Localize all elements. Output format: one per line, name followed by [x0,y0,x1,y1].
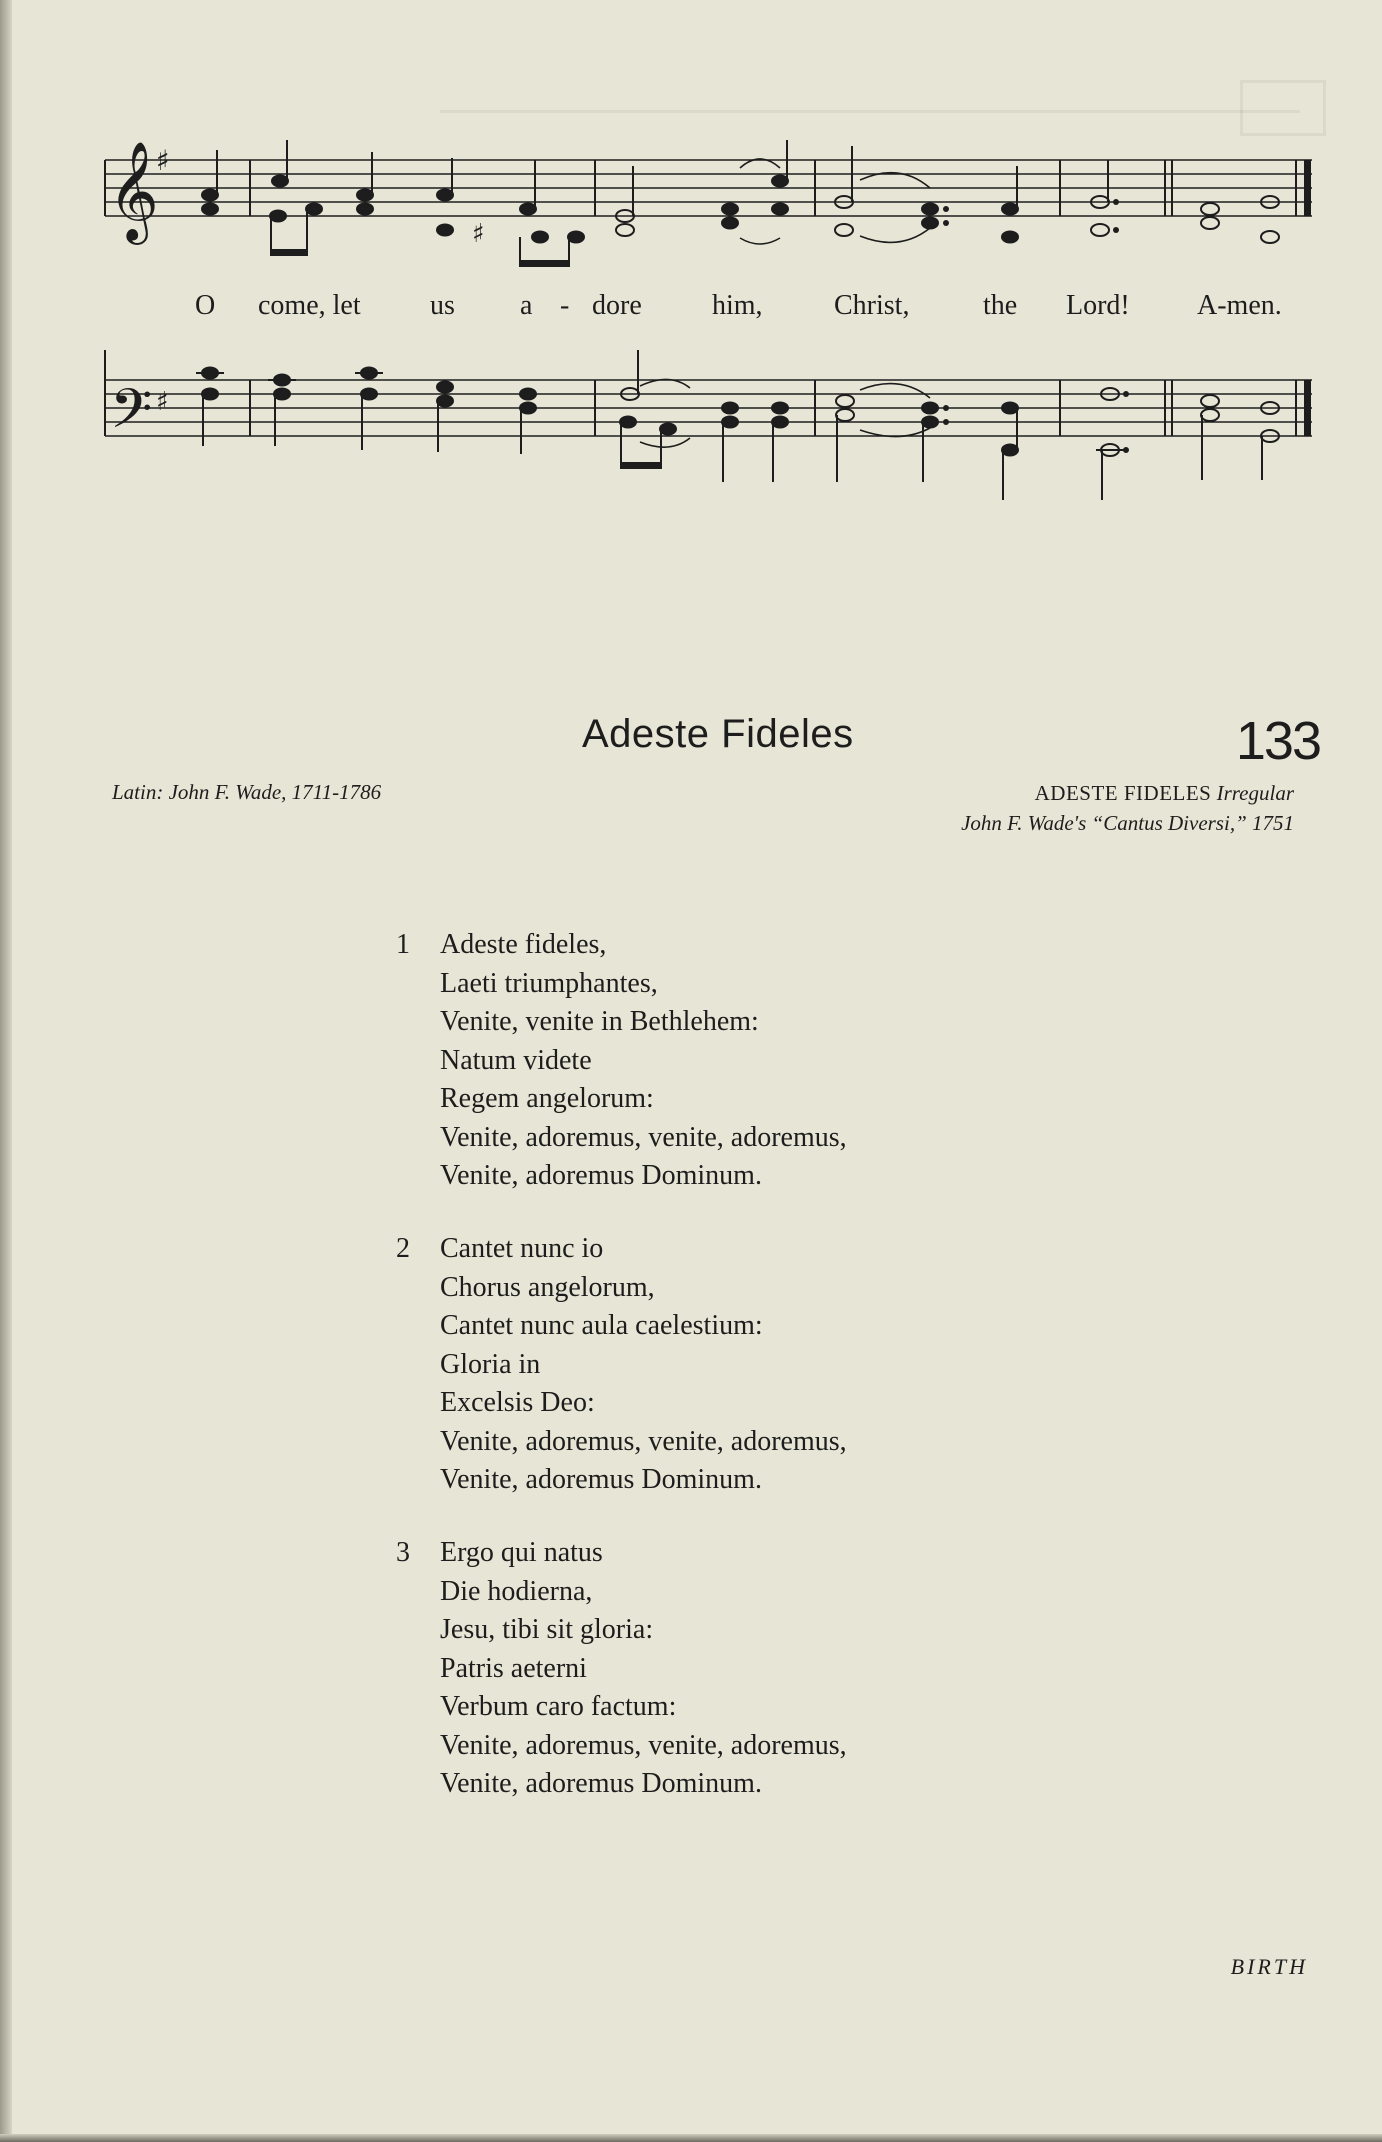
show-through-shadow [440,80,1300,113]
stanza-line: Patris aeterni [440,1652,587,1684]
stanza-line: Ergo qui natus [440,1537,603,1568]
lyric-syllable: O [195,290,216,321]
meter: Irregular [1216,781,1294,805]
treble-staff-system [100,110,1320,270]
stanza-line: Venite, adoremus, venite, adoremus, [440,1425,847,1457]
stanza-line: Verbum caro factum: [440,1691,677,1722]
hymn-title: Adeste Fideles [582,712,854,756]
lyric-syllable: come, let [258,290,361,321]
lyric-syllable: Lord! [1066,290,1130,321]
svg-text:♯: ♯ [156,387,169,417]
stanza [396,1230,847,1500]
stanza-line: Venite, adoremus, venite, adoremus, [440,1729,847,1761]
lyrics-line [100,290,1320,330]
stanza-line: Gloria in [440,1348,541,1380]
stanza-line: Excelsis Deo: [440,1387,595,1418]
stanza-line: Regem angelorum: [440,1083,654,1114]
book-binding-edge [0,0,12,2142]
page-bottom-edge [0,2134,1382,2142]
bass-staff-system [100,350,1320,520]
hymn-number: 133 [1235,711,1320,771]
tune-name: ADESTE FIDELES [1034,781,1212,805]
svg-text:𝄢: 𝄢 [110,377,153,454]
lyric-syllable: Christ, [834,290,910,321]
lyric-syllable: us [430,290,455,321]
svg-text:♯: ♯ [156,144,170,177]
lyric-syllable: him, [712,290,763,321]
stanza-number: 3 [396,1537,410,1568]
tune-credit [961,778,1294,838]
stanza [396,926,847,1196]
lyric-syllable: A-men. [1197,290,1282,321]
lyric-syllable: a [520,290,533,321]
lyric-syllable: the [983,290,1018,321]
stanza-line: Die hodierna, [440,1575,593,1607]
stanza-line: Cantet nunc io [440,1233,604,1264]
stanza-line: Chorus angelorum, [440,1271,655,1303]
section-label: BIRTH [1230,1954,1308,1979]
svg-text:𝄞: 𝄞 [108,141,159,241]
stanza-line: Venite, adoremus Dominum. [440,1768,762,1799]
stanza-line: Adeste fideles, [440,929,607,960]
svg-text:♯: ♯ [472,219,485,249]
stanza-number: 1 [396,929,410,960]
lyric-syllable: dore [592,290,642,321]
stanza-line: Venite, adoremus Dominum. [440,1464,762,1495]
stanza-line: Venite, venite in Bethlehem: [440,1006,759,1037]
stanza-number: 2 [396,1233,410,1264]
stanza-line: Laeti triumphantes, [440,967,658,999]
text-credit: Latin: John F. Wade, 1711-1786 [112,780,382,804]
stanza-line: Venite, adoremus, venite, adoremus, [440,1121,847,1153]
tune-source: John F. Wade's “Cantus Diversi,” 1751 [961,811,1294,835]
lyric-hyphen: - [560,290,570,321]
stanza-line: Natum videte [440,1044,592,1076]
stanza-line: Venite, adoremus Dominum. [440,1160,762,1191]
stanza [396,1534,847,1804]
stanza-line: Jesu, tibi sit gloria: [440,1614,654,1645]
stanza-line: Cantet nunc aula caelestium: [440,1310,763,1341]
